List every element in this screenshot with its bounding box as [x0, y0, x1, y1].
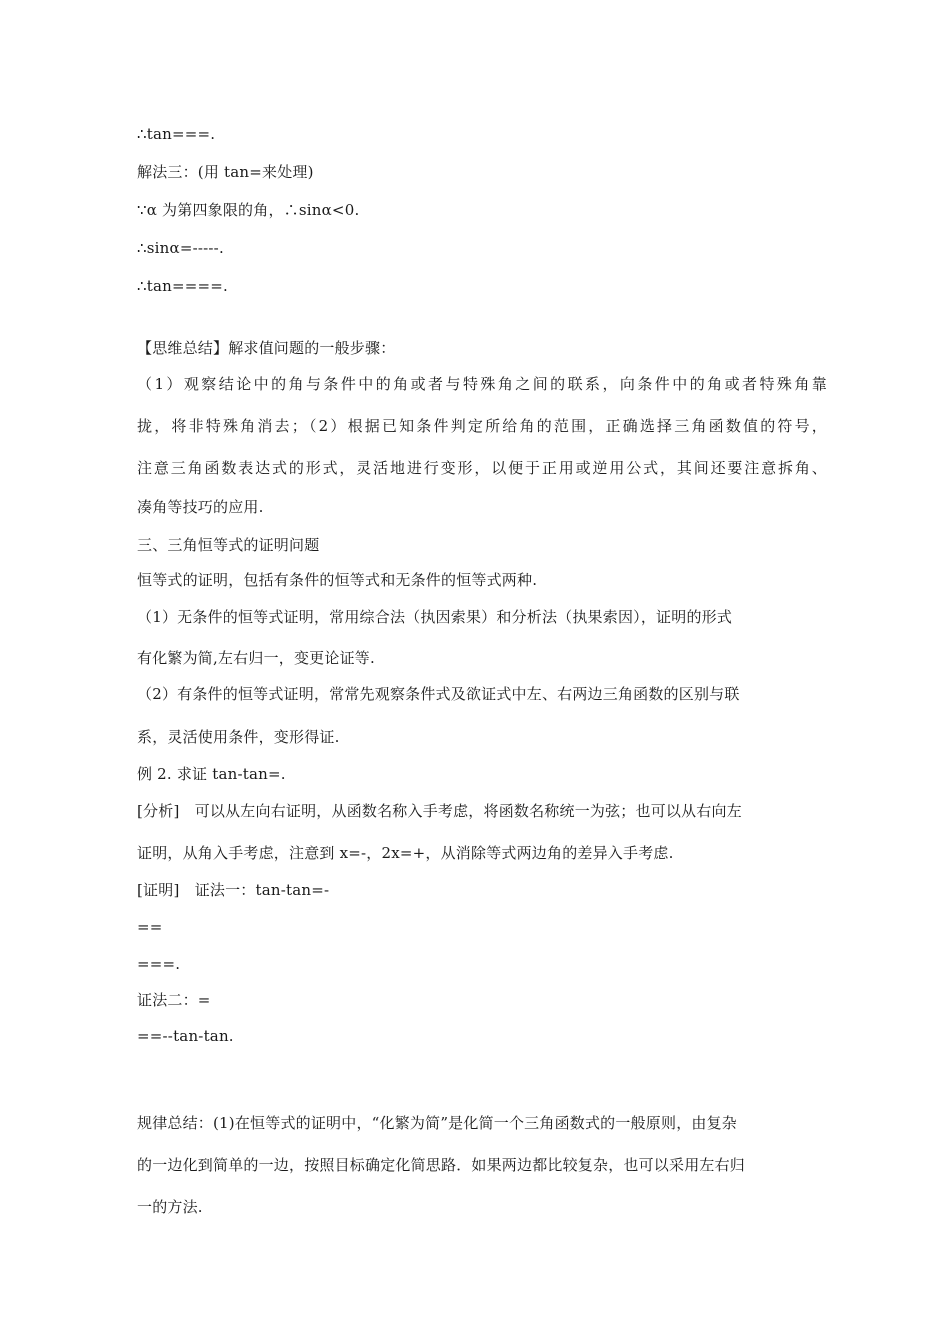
text-line-13: （1）无条件的恒等式证明，常用综合法（执因索果）和分析法（执果索因），证明的形式 [137, 608, 733, 626]
text-line-14: 有化繁为简,左右归一，变更论证等. [137, 649, 375, 667]
text-line-7: （1）观察结论中的角与条件中的角或者与特殊角之间的联系，向条件中的角或者特殊角靠 [137, 375, 827, 393]
text-line-8: 拢，将非特殊角消去；（2）根据已知条件判定所给角的范围，正确选择三角函数值的符号， [137, 417, 827, 435]
text-line-20: [证明] 证法一：tan-tan=- [137, 881, 330, 899]
text-line-2: 解法三：(用 tan=来处理) [137, 163, 314, 181]
text-line-26: 的一边化到简单的一边，按照目标确定化简思路．如果两边都比较复杂，也可以采用左右归 [137, 1156, 746, 1174]
text-line-9: 注意三角函数表达式的形式，灵活地进行变形，以便于正用或逆用公式，其间还要注意拆角、 [137, 459, 827, 477]
text-line-15: （2）有条件的恒等式证明，常常先观察条件式及欲证式中左、右两边三角函数的区别与联 [137, 685, 740, 703]
text-line-18: [分析] 可以从左向右证明，从函数名称入手考虑，将函数名称统一为弦；也可以从右向左 [137, 802, 742, 820]
text-line-1: ∴tan===. [137, 125, 216, 143]
text-line-23: 证法二：= [137, 991, 211, 1009]
text-line-4: ∴sinα=-----. [137, 239, 224, 257]
text-line-24: ==--tan-tan. [137, 1027, 234, 1045]
text-line-5: ∴tan====. [137, 277, 229, 295]
text-line-21: == [137, 918, 163, 936]
text-line-12: 恒等式的证明，包括有条件的恒等式和无条件的恒等式两种. [137, 571, 538, 589]
example-2-heading: 例 2. 求证 tan-tan=. [137, 765, 286, 783]
text-line-19: 证明，从角入手考虑，注意到 x=-，2x=+，从消除等式两边角的差异入手考虑. [137, 844, 674, 862]
section-heading-three: 三、三角恒等式的证明问题 [137, 536, 320, 554]
text-line-16: 系，灵活使用条件，变形得证. [137, 728, 340, 746]
text-line-10: 凑角等技巧的应用. [137, 498, 264, 516]
text-line-25: 规律总结：(1)在恒等式的证明中，“化繁为简”是化简一个三角函数式的一般原则，由复杂 [137, 1114, 737, 1132]
text-line-22: ===. [137, 955, 181, 973]
section-heading-summary: 【思维总结】解求值问题的一般步骤： [137, 339, 396, 357]
text-line-3: ∵α 为第四象限的角，∴sinα<0. [137, 201, 360, 219]
text-line-27: 一的方法. [137, 1198, 203, 1216]
